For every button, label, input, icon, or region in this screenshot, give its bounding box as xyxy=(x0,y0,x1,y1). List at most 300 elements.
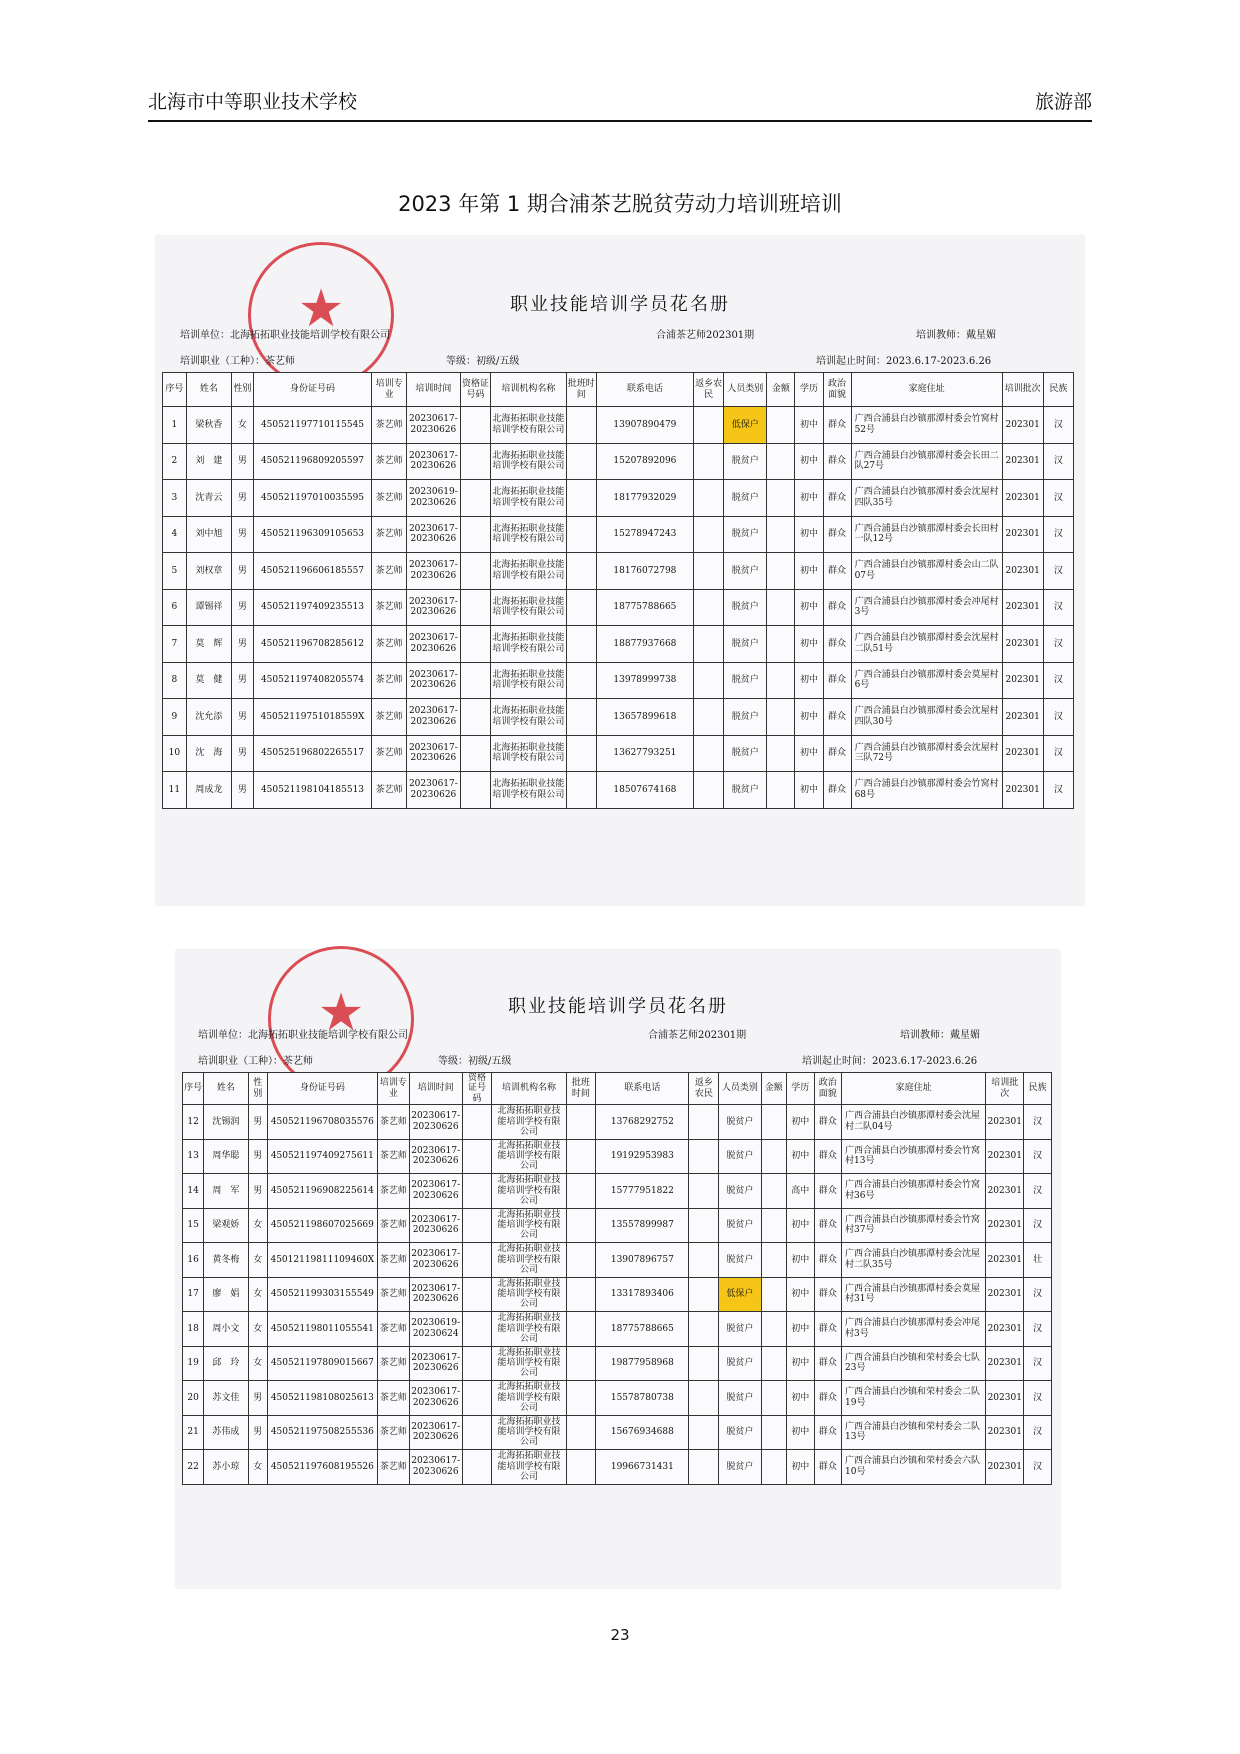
col-political: 群众 xyxy=(823,589,851,626)
header-school-name: 北海市中等职业技术学校 xyxy=(148,91,358,113)
col-returnee xyxy=(693,516,723,553)
header-col-political: 政治面貌 xyxy=(823,373,851,407)
col-returnee xyxy=(693,735,723,772)
col-no: 16 xyxy=(183,1243,204,1278)
col-returnee xyxy=(693,589,723,626)
table-row xyxy=(183,1346,1052,1381)
col-sex: 男 xyxy=(232,699,254,736)
col-phone: 18775788665 xyxy=(596,1312,689,1347)
col-ethnic: 汉 xyxy=(1043,480,1073,517)
header-col-sex: 性别 xyxy=(248,1073,267,1105)
col-edu: 初中 xyxy=(786,1277,814,1312)
col-returnee xyxy=(689,1312,719,1347)
col-ethnic: 汉 xyxy=(1024,1105,1052,1140)
col-category: 脱贫户 xyxy=(724,516,767,553)
header-col-batch: 培训批次 xyxy=(986,1073,1024,1105)
training-occupation: 培训职业（工种）：茶艺师 xyxy=(198,1056,313,1067)
col-major: 茶艺师 xyxy=(377,1277,409,1312)
col-amount xyxy=(767,407,795,444)
col-org: 北海拓拓职业技能培训学校有限公司 xyxy=(491,626,567,663)
col-org: 北海拓拓职业技能培训学校有限公司 xyxy=(491,443,567,480)
col-org: 北海拓拓职业技能培训学校有限公司 xyxy=(491,662,567,699)
col-ethnic: 汉 xyxy=(1024,1346,1052,1381)
col-returnee xyxy=(693,772,723,809)
col-address: 广西合浦县白沙镇那潭村委会山二队07号 xyxy=(851,553,1002,590)
col-phone: 13557899987 xyxy=(596,1208,689,1243)
col-phone: 19966731431 xyxy=(596,1450,689,1485)
col-id: 450521198607025669 xyxy=(267,1208,377,1243)
table-row xyxy=(163,443,1074,480)
col-batch: 202301 xyxy=(986,1312,1024,1347)
col-id: 450521197408205574 xyxy=(253,662,372,699)
col-amount xyxy=(767,626,795,663)
col-amount xyxy=(761,1450,786,1485)
col-class-time xyxy=(566,480,596,517)
col-no: 8 xyxy=(163,662,187,699)
col-name: 沈允添 xyxy=(186,699,231,736)
col-edu: 初中 xyxy=(786,1381,814,1416)
col-batch: 202301 xyxy=(986,1346,1024,1381)
col-cert xyxy=(462,1277,492,1312)
col-batch: 202301 xyxy=(1002,480,1043,517)
col-category: 脱贫户 xyxy=(719,1381,761,1416)
col-major: 茶艺师 xyxy=(377,1346,409,1381)
table-row xyxy=(183,1174,1052,1209)
col-time: 20230617-20230626 xyxy=(406,735,460,772)
col-name: 沈青云 xyxy=(186,480,231,517)
col-sex: 男 xyxy=(232,772,254,809)
col-org: 北海拓拓职业技能培训学校有限公司 xyxy=(491,553,567,590)
header-col-id: 身份证号码 xyxy=(267,1073,377,1105)
col-org: 北海拓拓职业技能培训学校有限公司 xyxy=(492,1139,566,1174)
col-address: 广西合浦县白沙镇那潭村委会冲尾村3号 xyxy=(851,589,1002,626)
col-batch: 202301 xyxy=(986,1243,1024,1278)
col-sex: 男 xyxy=(232,589,254,626)
col-returnee xyxy=(689,1346,719,1381)
col-batch: 202301 xyxy=(1002,699,1043,736)
col-no: 15 xyxy=(183,1208,204,1243)
col-phone: 15578780738 xyxy=(596,1381,689,1416)
col-time: 20230617-20230626 xyxy=(409,1277,462,1312)
col-amount xyxy=(767,735,795,772)
header-col-amount: 金额 xyxy=(761,1073,786,1105)
col-political: 群众 xyxy=(823,443,851,480)
col-cert xyxy=(462,1174,492,1209)
col-edu: 初中 xyxy=(786,1312,814,1347)
table-row xyxy=(163,407,1074,444)
col-amount xyxy=(767,516,795,553)
col-class-time xyxy=(566,1381,596,1416)
col-batch: 202301 xyxy=(1002,735,1043,772)
col-address: 广西合浦县白沙镇和荣村委会七队23号 xyxy=(842,1346,986,1381)
col-name: 沈 海 xyxy=(186,735,231,772)
table-row xyxy=(183,1105,1052,1140)
col-org: 北海拓拓职业技能培训学校有限公司 xyxy=(491,407,567,444)
header-col-edu: 学历 xyxy=(786,1073,814,1105)
col-time: 20230617-20230626 xyxy=(409,1450,462,1485)
col-major: 茶艺师 xyxy=(377,1105,409,1140)
header-col-name: 姓名 xyxy=(204,1073,249,1105)
col-id: 450521197809015667 xyxy=(267,1346,377,1381)
col-time: 20230617-20230626 xyxy=(406,626,460,663)
col-major: 茶艺师 xyxy=(377,1415,409,1450)
col-category: 脱贫户 xyxy=(724,772,767,809)
col-sex: 男 xyxy=(232,626,254,663)
header-col-amount: 金额 xyxy=(767,373,795,407)
col-no: 2 xyxy=(163,443,187,480)
col-political: 群众 xyxy=(814,1277,842,1312)
col-edu: 初中 xyxy=(795,772,823,809)
col-political: 群众 xyxy=(823,699,851,736)
col-amount xyxy=(767,480,795,517)
col-no: 6 xyxy=(163,589,187,626)
col-sex: 男 xyxy=(232,662,254,699)
col-ethnic: 汉 xyxy=(1043,699,1073,736)
header-col-major: 培训专业 xyxy=(377,1073,409,1105)
col-sex: 女 xyxy=(248,1208,267,1243)
header-col-ethnic: 民族 xyxy=(1043,373,1073,407)
training-batch: 合浦茶艺师202301期 xyxy=(648,1030,747,1041)
col-political: 群众 xyxy=(814,1312,842,1347)
header-col-returnee: 返乡农民 xyxy=(689,1073,719,1105)
col-category: 脱贫户 xyxy=(724,553,767,590)
col-major: 茶艺师 xyxy=(372,443,407,480)
col-category: 脱贫户 xyxy=(719,1174,761,1209)
col-returnee xyxy=(689,1450,719,1485)
col-political: 群众 xyxy=(814,1346,842,1381)
col-no: 1 xyxy=(163,407,187,444)
col-ethnic: 汉 xyxy=(1024,1381,1052,1416)
col-id: 450521197409275611 xyxy=(267,1139,377,1174)
col-phone: 19877958968 xyxy=(596,1346,689,1381)
col-class-time xyxy=(566,553,596,590)
training-period: 培训起止时间：2023.6.17-2023.6.26 xyxy=(802,1056,978,1067)
col-name: 邱 玲 xyxy=(204,1346,249,1381)
col-name: 周成龙 xyxy=(186,772,231,809)
table-row xyxy=(183,1243,1052,1278)
col-batch: 202301 xyxy=(1002,626,1043,663)
col-org: 北海拓拓职业技能培训学校有限公司 xyxy=(492,1415,566,1450)
col-time: 20230617-20230626 xyxy=(409,1139,462,1174)
col-batch: 202301 xyxy=(986,1381,1024,1416)
col-class-time xyxy=(566,589,596,626)
red-seal-stamp xyxy=(268,946,414,1092)
col-amount xyxy=(761,1312,786,1347)
header-col-no: 序号 xyxy=(163,373,187,407)
col-class-time xyxy=(566,516,596,553)
col-sex: 男 xyxy=(248,1105,267,1140)
col-category: 脱贫户 xyxy=(724,480,767,517)
col-org: 北海拓拓职业技能培训学校有限公司 xyxy=(492,1243,566,1278)
table-row xyxy=(163,516,1074,553)
col-ethnic: 汉 xyxy=(1043,407,1073,444)
col-address: 广西合浦县白沙镇和荣村委会二队19号 xyxy=(842,1381,986,1416)
col-phone: 18877937668 xyxy=(596,626,693,663)
col-major: 茶艺师 xyxy=(372,662,407,699)
col-returnee xyxy=(693,626,723,663)
col-no: 10 xyxy=(163,735,187,772)
col-batch: 202301 xyxy=(986,1105,1024,1140)
header-col-sex: 性别 xyxy=(232,373,254,407)
table-row xyxy=(163,662,1074,699)
col-address: 广西合浦县白沙镇那潭村委会长田二队27号 xyxy=(851,443,1002,480)
header-col-time: 培训时间 xyxy=(409,1073,462,1105)
col-address: 广西合浦县白沙镇那潭村委会竹窝村13号 xyxy=(842,1139,986,1174)
col-class-time xyxy=(566,699,596,736)
star-icon: ★ xyxy=(297,279,345,339)
col-org: 北海拓拓职业技能培训学校有限公司 xyxy=(491,480,567,517)
header-col-class-time: 批班时间 xyxy=(566,373,596,407)
col-no: 5 xyxy=(163,553,187,590)
table-row xyxy=(163,772,1074,809)
col-sex: 男 xyxy=(232,516,254,553)
col-political: 群众 xyxy=(823,407,851,444)
col-political: 群众 xyxy=(814,1243,842,1278)
header-col-phone: 联系电话 xyxy=(596,373,693,407)
table-header-row xyxy=(183,1073,1052,1105)
col-name: 沈锡润 xyxy=(204,1105,249,1140)
col-returnee xyxy=(689,1415,719,1450)
col-time: 20230619-20230624 xyxy=(409,1312,462,1347)
training-teacher: 培训教师：戴星媚 xyxy=(916,330,996,341)
col-id: 450521199303155549 xyxy=(267,1277,377,1312)
col-major: 茶艺师 xyxy=(372,626,407,663)
col-amount xyxy=(767,443,795,480)
col-class-time xyxy=(566,443,596,480)
col-phone: 15777951822 xyxy=(596,1174,689,1209)
col-no: 17 xyxy=(183,1277,204,1312)
col-edu: 初中 xyxy=(786,1450,814,1485)
col-cert xyxy=(460,480,490,517)
roster-title: 职业技能培训学员花名册 xyxy=(510,294,730,315)
col-sex: 男 xyxy=(232,480,254,517)
col-ethnic: 汉 xyxy=(1043,553,1073,590)
col-batch: 202301 xyxy=(1002,589,1043,626)
col-address: 广西合浦县白沙镇那潭村委会沈屋村二队51号 xyxy=(851,626,1002,663)
col-id: 450521196708035576 xyxy=(267,1105,377,1140)
col-ethnic: 汉 xyxy=(1043,772,1073,809)
col-address: 广西合浦县白沙镇那潭村委会沈屋村四队35号 xyxy=(851,480,1002,517)
col-class-time xyxy=(566,735,596,772)
col-phone: 13978999738 xyxy=(596,662,693,699)
col-time: 20230617-20230626 xyxy=(409,1346,462,1381)
col-major: 茶艺师 xyxy=(372,553,407,590)
col-category: 脱贫户 xyxy=(719,1139,761,1174)
col-ethnic: 汉 xyxy=(1043,516,1073,553)
col-ethnic: 汉 xyxy=(1024,1174,1052,1209)
col-id: 450521197010035595 xyxy=(253,480,372,517)
col-amount xyxy=(761,1277,786,1312)
col-political: 群众 xyxy=(823,553,851,590)
col-name: 苏文佳 xyxy=(204,1381,249,1416)
header-col-address: 家庭住址 xyxy=(851,373,1002,407)
training-occupation: 培训职业（工种）：茶艺师 xyxy=(180,356,295,367)
header-col-category: 人员类别 xyxy=(724,373,767,407)
col-time: 20230617-20230626 xyxy=(406,407,460,444)
col-returnee xyxy=(689,1105,719,1140)
col-phone: 18775788665 xyxy=(596,589,693,626)
col-ethnic: 汉 xyxy=(1024,1450,1052,1485)
col-political: 群众 xyxy=(823,735,851,772)
col-political: 群众 xyxy=(814,1139,842,1174)
col-no: 20 xyxy=(183,1381,204,1416)
col-returnee xyxy=(689,1174,719,1209)
col-amount xyxy=(761,1381,786,1416)
header-col-id: 身份证号码 xyxy=(253,373,372,407)
col-id: 450521197608195526 xyxy=(267,1450,377,1485)
training-teacher: 培训教师：戴星媚 xyxy=(900,1030,980,1041)
col-major: 茶艺师 xyxy=(372,699,407,736)
col-major: 茶艺师 xyxy=(377,1381,409,1416)
header-col-political: 政治面貌 xyxy=(814,1073,842,1105)
col-class-time xyxy=(566,1450,596,1485)
col-cert xyxy=(460,626,490,663)
col-returnee xyxy=(693,662,723,699)
col-ethnic: 汉 xyxy=(1024,1139,1052,1174)
col-address: 广西合浦县白沙镇和荣村委会二队13号 xyxy=(842,1415,986,1450)
col-org: 北海拓拓职业技能培训学校有限公司 xyxy=(492,1277,566,1312)
col-major: 茶艺师 xyxy=(377,1139,409,1174)
roster-scan-2 xyxy=(176,950,1060,1588)
training-period: 培训起止时间：2023.6.17-2023.6.26 xyxy=(816,356,992,367)
col-phone: 13907896757 xyxy=(596,1243,689,1278)
col-cert xyxy=(460,407,490,444)
col-returnee xyxy=(689,1243,719,1278)
col-major: 茶艺师 xyxy=(377,1174,409,1209)
col-no: 12 xyxy=(183,1105,204,1140)
training-batch: 合浦茶艺师202301期 xyxy=(656,330,755,341)
header-col-batch: 培训批次 xyxy=(1002,373,1043,407)
roster-scan-1 xyxy=(156,236,1084,905)
col-edu: 初中 xyxy=(786,1243,814,1278)
col-name: 刘中旭 xyxy=(186,516,231,553)
col-major: 茶艺师 xyxy=(372,480,407,517)
col-time: 20230617-20230626 xyxy=(406,589,460,626)
col-edu: 初中 xyxy=(786,1415,814,1450)
roster-table-2 xyxy=(182,1072,1052,1485)
col-amount xyxy=(761,1346,786,1381)
col-time: 20230617-20230626 xyxy=(409,1243,462,1278)
col-cert xyxy=(460,516,490,553)
col-class-time xyxy=(566,772,596,809)
col-address: 广西合浦县白沙镇那潭村委会沈屋村二队04号 xyxy=(842,1105,986,1140)
col-phone: 13317893406 xyxy=(596,1277,689,1312)
col-phone: 18507674168 xyxy=(596,772,693,809)
col-batch: 202301 xyxy=(986,1450,1024,1485)
col-cert xyxy=(462,1105,492,1140)
col-class-time xyxy=(566,1105,596,1140)
col-cert xyxy=(460,772,490,809)
col-phone: 15207892096 xyxy=(596,443,693,480)
col-name: 周华聪 xyxy=(204,1139,249,1174)
col-edu: 初中 xyxy=(795,516,823,553)
col-sex: 女 xyxy=(248,1312,267,1347)
col-phone: 18177932029 xyxy=(596,480,693,517)
col-edu: 初中 xyxy=(786,1208,814,1243)
col-edu: 初中 xyxy=(786,1105,814,1140)
col-phone: 13627793251 xyxy=(596,735,693,772)
col-cert xyxy=(462,1450,492,1485)
col-cert xyxy=(460,443,490,480)
col-category: 脱贫户 xyxy=(724,662,767,699)
col-sex: 男 xyxy=(232,553,254,590)
col-no: 4 xyxy=(163,516,187,553)
col-amount xyxy=(767,662,795,699)
col-org: 北海拓拓职业技能培训学校有限公司 xyxy=(491,589,567,626)
col-political: 群众 xyxy=(814,1174,842,1209)
col-id: 450521196708285612 xyxy=(253,626,372,663)
col-name: 刘权章 xyxy=(186,553,231,590)
col-major: 茶艺师 xyxy=(377,1208,409,1243)
col-major: 茶艺师 xyxy=(377,1312,409,1347)
col-class-time xyxy=(566,1174,596,1209)
col-sex: 男 xyxy=(232,443,254,480)
col-id: 450521196908225614 xyxy=(267,1174,377,1209)
col-political: 群众 xyxy=(814,1381,842,1416)
table-row xyxy=(183,1277,1052,1312)
col-edu: 初中 xyxy=(795,735,823,772)
col-no: 22 xyxy=(183,1450,204,1485)
col-ethnic: 汉 xyxy=(1043,589,1073,626)
col-class-time xyxy=(566,1243,596,1278)
col-time: 20230617-20230626 xyxy=(409,1174,462,1209)
header-col-org: 培训机构名称 xyxy=(492,1073,566,1105)
col-edu: 高中 xyxy=(786,1174,814,1209)
col-cert xyxy=(462,1415,492,1450)
col-sex: 女 xyxy=(248,1450,267,1485)
col-category: 脱贫户 xyxy=(724,735,767,772)
col-category: 脱贫户 xyxy=(719,1450,761,1485)
col-id: 450521198011055541 xyxy=(267,1312,377,1347)
header-col-phone: 联系电话 xyxy=(596,1073,689,1105)
col-ethnic: 壮 xyxy=(1024,1243,1052,1278)
table-row xyxy=(183,1312,1052,1347)
col-batch: 202301 xyxy=(1002,407,1043,444)
col-cert xyxy=(462,1243,492,1278)
col-ethnic: 汉 xyxy=(1024,1208,1052,1243)
col-cert xyxy=(462,1381,492,1416)
col-cert xyxy=(462,1312,492,1347)
col-id: 450521197710115545 xyxy=(253,407,372,444)
col-org: 北海拓拓职业技能培训学校有限公司 xyxy=(491,735,567,772)
col-id: 450521196809205597 xyxy=(253,443,372,480)
col-amount xyxy=(767,589,795,626)
col-sex: 女 xyxy=(248,1346,267,1381)
col-address: 广西合浦县白沙镇那潭村委会竹窝村68号 xyxy=(851,772,1002,809)
col-returnee xyxy=(689,1381,719,1416)
page-header xyxy=(148,86,1092,122)
col-org: 北海拓拓职业技能培训学校有限公司 xyxy=(491,516,567,553)
col-address: 广西合浦县白沙镇那潭村委会竹窝村36号 xyxy=(842,1174,986,1209)
col-returnee xyxy=(693,553,723,590)
col-time: 20230617-20230626 xyxy=(406,553,460,590)
table-row xyxy=(163,626,1074,663)
col-batch: 202301 xyxy=(1002,662,1043,699)
roster-title: 职业技能培训学员花名册 xyxy=(508,996,728,1017)
col-category: 脱贫户 xyxy=(719,1208,761,1243)
col-category: 脱贫户 xyxy=(719,1243,761,1278)
col-returnee xyxy=(693,480,723,517)
col-no: 3 xyxy=(163,480,187,517)
col-class-time xyxy=(566,1208,596,1243)
col-edu: 初中 xyxy=(786,1139,814,1174)
col-time: 20230617-20230626 xyxy=(409,1105,462,1140)
col-name: 梁观娇 xyxy=(204,1208,249,1243)
col-id: 450521197409235513 xyxy=(253,589,372,626)
col-address: 广西合浦县白沙镇那潭村委会莫屋村31号 xyxy=(842,1277,986,1312)
col-edu: 初中 xyxy=(795,699,823,736)
col-ethnic: 汉 xyxy=(1043,662,1073,699)
